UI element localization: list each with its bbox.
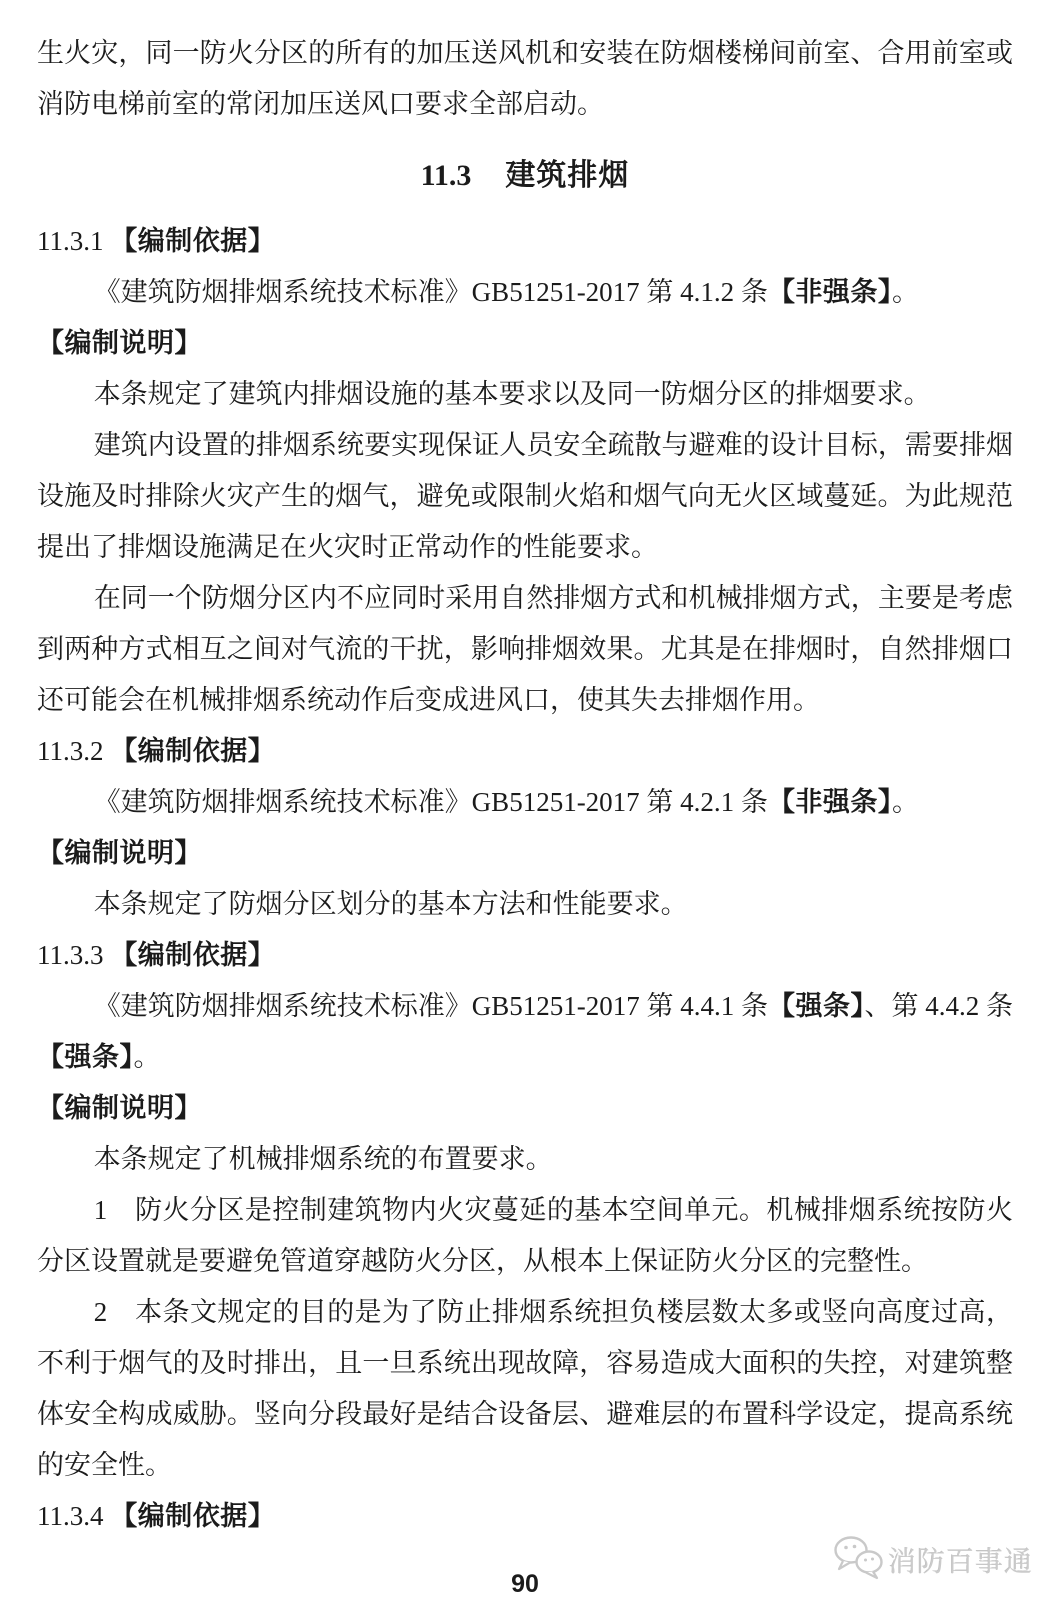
explanation-item-2: 2 本条文规定的目的是为了防止排烟系统担负楼层数太多或竖向高度过高，不利于烟气的及时排出，且一旦系统出现故障，容易造成大面积的失控，对建筑整体安全构成威胁。竖向分段最好是结合设备层、避难层的布置科学设定，提高系统的安全性。 bbox=[37, 1297, 1013, 1480]
page-number: 90 bbox=[511, 1570, 539, 1598]
watermark-text: 消防百事通 bbox=[888, 1546, 1034, 1578]
basis-reference-11-3-3: 《建筑防烟排烟系统技术标准》GB51251-2017 第 4.4.1 条【强条】、第 4.4.2 条【强条】。 bbox=[37, 991, 1014, 1072]
explanation-paragraph: 本条规定了防烟分区划分的基本方法和性能要求。 bbox=[93, 889, 688, 919]
section-number: 11.3 bbox=[420, 159, 472, 192]
explanation-paragraph: 本条规定了建筑内排烟设施的基本要求以及同一防烟分区的排烟要求。 bbox=[93, 379, 931, 409]
explanation-label-11-3-2: 【编制说明】 bbox=[37, 838, 202, 868]
continuation-paragraph: 生火灾，同一防火分区的所有的加压送风机和安装在防烟楼梯间前室、合用前室或消防电梯前室的常闭加压送风口要求全部启动。 bbox=[37, 38, 1013, 119]
page-content bbox=[37, 28, 1013, 1542]
section-title: 建筑排烟 bbox=[505, 159, 630, 192]
clause-label-11-3-4: 11.3.4 【编制依据】 bbox=[37, 1501, 276, 1531]
explanation-label-11-3-1: 【编制说明】 bbox=[37, 328, 202, 358]
basis-reference-11-3-1: 《建筑防烟排烟系统技术标准》GB51251-2017 第 4.1.2 条【非强条】。 bbox=[93, 277, 919, 307]
explanation-item-1: 1 防火分区是控制建筑物内火灾蔓延的基本空间单元。机械排烟系统按防火分区设置就是要避免管道穿越防火分区，从根本上保证防火分区的完整性。 bbox=[37, 1195, 1013, 1276]
clause-label-11-3-2: 11.3.2 【编制依据】 bbox=[37, 736, 276, 766]
basis-reference-11-3-2: 《建筑防烟排烟系统技术标准》GB51251-2017 第 4.2.1 条【非强条】。 bbox=[93, 787, 919, 817]
clause-label-11-3-3: 11.3.3 【编制依据】 bbox=[37, 940, 276, 970]
explanation-paragraph: 本条规定了机械排烟系统的布置要求。 bbox=[93, 1144, 553, 1174]
section-heading bbox=[37, 156, 1013, 196]
explanation-paragraph: 在同一个防烟分区内不应同时采用自然排烟方式和机械排烟方式，主要是考虑到两种方式相互之间对气流的干扰，影响排烟效果。尤其是在排烟时，自然排烟口还可能会在机械排烟系统动作后变成进风口，使其失去排烟作用。 bbox=[37, 583, 1013, 715]
explanation-label-11-3-3: 【编制说明】 bbox=[37, 1093, 202, 1123]
explanation-paragraph: 建筑内设置的排烟系统要实现保证人员安全疏散与避难的设计目标，需要排烟设施及时排除火灾产生的烟气，避免或限制火焰和烟气向无火区域蔓延。为此规范提出了排烟设施满足在火灾时正常动作的性能要求。 bbox=[37, 430, 1013, 562]
clause-label-11-3-1: 11.3.1 【编制依据】 bbox=[37, 226, 276, 256]
